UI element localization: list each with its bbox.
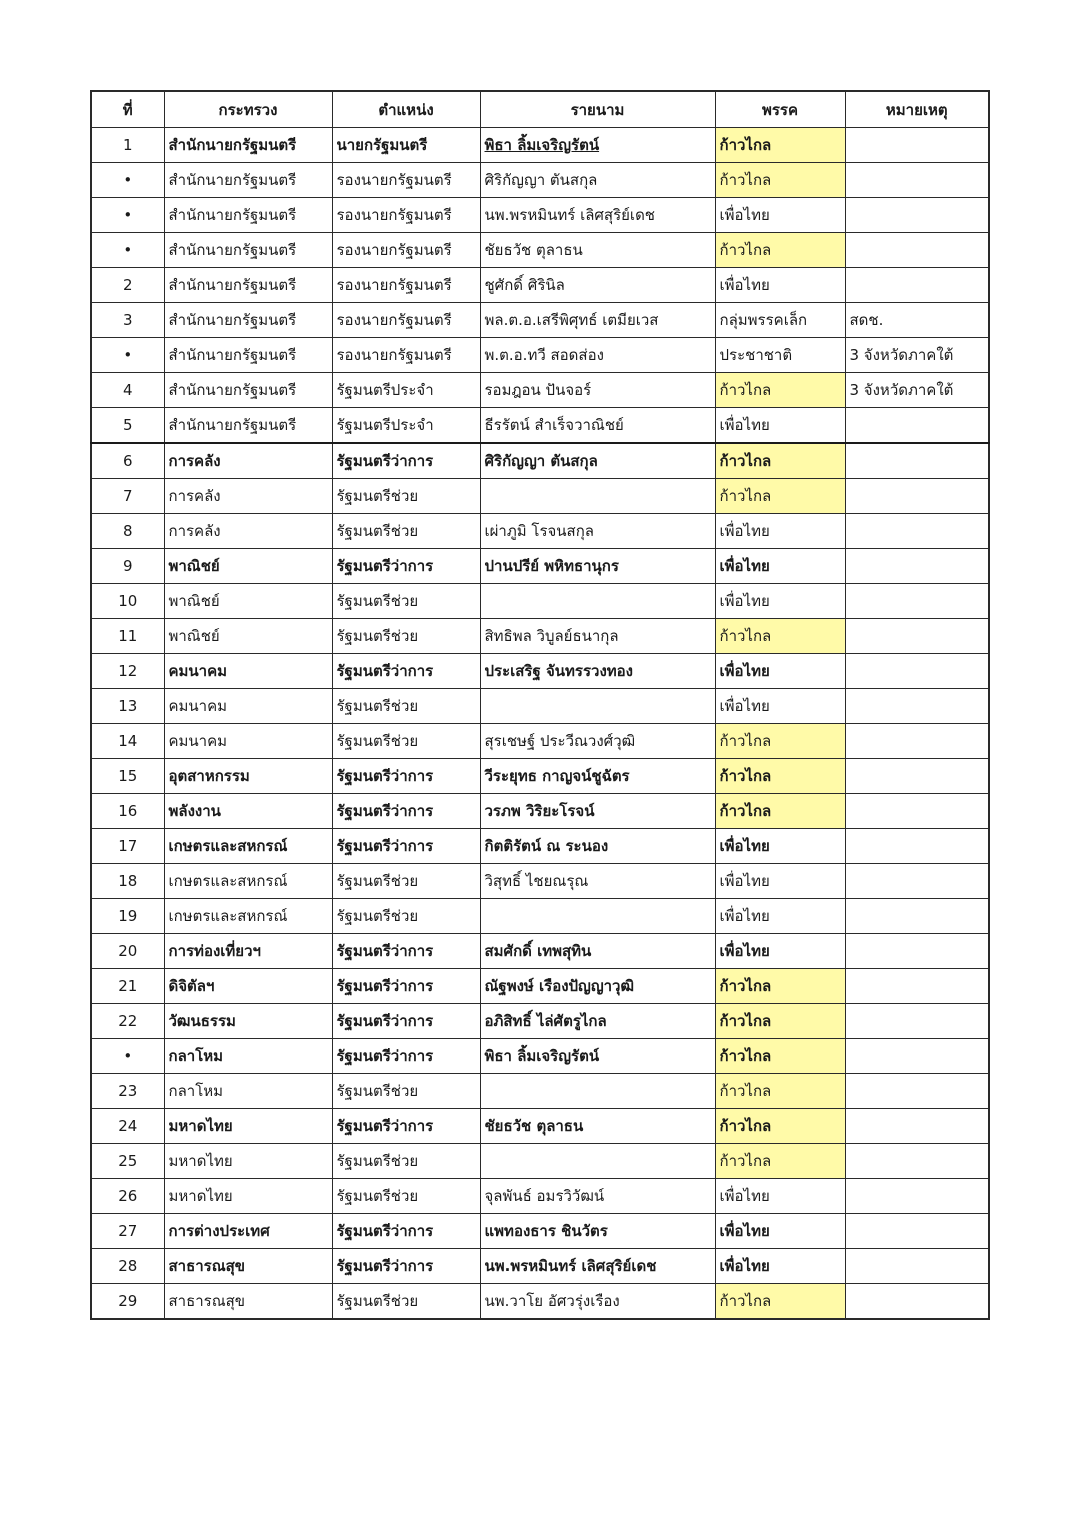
cell-name: ณัฐพงษ์ เรืองปัญญาวุฒิ	[480, 969, 715, 1004]
cell-no: 13	[91, 689, 164, 724]
cell-note	[845, 479, 989, 514]
cell-party: เพื่อไทย	[715, 654, 845, 689]
cell-note: 3 จังหวัดภาคใต้	[845, 338, 989, 373]
cell-position: รัฐมนตรีว่าการ	[332, 1249, 480, 1284]
cell-position: รองนายกรัฐมนตรี	[332, 268, 480, 303]
cell-note	[845, 584, 989, 619]
cell-ministry: การคลัง	[164, 479, 332, 514]
cell-no: 16	[91, 794, 164, 829]
cell-no: 14	[91, 724, 164, 759]
cell-note	[845, 654, 989, 689]
cell-ministry: การต่างประเทศ	[164, 1214, 332, 1249]
cell-no: 2	[91, 268, 164, 303]
cell-position: รัฐมนตรีว่าการ	[332, 443, 480, 479]
cell-no: •	[91, 198, 164, 233]
header-position: ตำแหน่ง	[332, 91, 480, 128]
cell-note	[845, 969, 989, 1004]
cell-position: รัฐมนตรีว่าการ	[332, 934, 480, 969]
cell-no: 17	[91, 829, 164, 864]
cell-note	[845, 268, 989, 303]
cell-party: ก้าวไกล	[715, 443, 845, 479]
cell-note	[845, 1179, 989, 1214]
cell-note	[845, 1004, 989, 1039]
cell-ministry: เกษตรและสหกรณ์	[164, 899, 332, 934]
cell-position: รัฐมนตรีว่าการ	[332, 829, 480, 864]
table-row	[91, 794, 989, 829]
cell-name: ชัยธวัช ตุลาธน	[480, 233, 715, 268]
cell-party: ก้าวไกล	[715, 619, 845, 654]
cell-name	[480, 479, 715, 514]
table-row	[91, 1109, 989, 1144]
cell-no: •	[91, 163, 164, 198]
cell-position: รัฐมนตรีช่วย	[332, 619, 480, 654]
table-row	[91, 934, 989, 969]
cell-party: ก้าวไกล	[715, 1284, 845, 1320]
cell-name: ชัยธวัช ตุลาธน	[480, 1109, 715, 1144]
cell-position: รัฐมนตรีว่าการ	[332, 1004, 480, 1039]
cell-note	[845, 1039, 989, 1074]
cell-ministry: สำนักนายกรัฐมนตรี	[164, 268, 332, 303]
cell-no: •	[91, 1039, 164, 1074]
cell-no: 4	[91, 373, 164, 408]
cell-position: รัฐมนตรีช่วย	[332, 864, 480, 899]
table-row	[91, 408, 989, 444]
cell-party: ก้าวไกล	[715, 1039, 845, 1074]
header-note: หมายเหตุ	[845, 91, 989, 128]
cell-ministry: คมนาคม	[164, 724, 332, 759]
cell-note	[845, 198, 989, 233]
cell-ministry: เกษตรและสหกรณ์	[164, 829, 332, 864]
cell-note	[845, 1109, 989, 1144]
cell-position: รัฐมนตรีช่วย	[332, 1284, 480, 1320]
cell-party: ก้าวไกล	[715, 969, 845, 1004]
cell-party: ก้าวไกล	[715, 1109, 845, 1144]
cell-position: รัฐมนตรีว่าการ	[332, 1109, 480, 1144]
table-row	[91, 619, 989, 654]
cell-position: รัฐมนตรีช่วย	[332, 479, 480, 514]
cell-party: เพื่อไทย	[715, 268, 845, 303]
cell-ministry: สำนักนายกรัฐมนตรี	[164, 373, 332, 408]
cell-note	[845, 934, 989, 969]
cell-no: 9	[91, 549, 164, 584]
cell-party: เพื่อไทย	[715, 1249, 845, 1284]
cell-note	[845, 724, 989, 759]
cell-party: ก้าวไกล	[715, 233, 845, 268]
table-row	[91, 969, 989, 1004]
cell-ministry: กลาโหม	[164, 1074, 332, 1109]
cell-party: เพื่อไทย	[715, 549, 845, 584]
cell-position: รัฐมนตรีช่วย	[332, 724, 480, 759]
cell-ministry: สำนักนายกรัฐมนตรี	[164, 198, 332, 233]
cell-position: รองนายกรัฐมนตรี	[332, 163, 480, 198]
cell-no: 20	[91, 934, 164, 969]
table-row	[91, 1144, 989, 1179]
cell-position: รัฐมนตรีช่วย	[332, 689, 480, 724]
table-row	[91, 443, 989, 479]
table-row	[91, 759, 989, 794]
cell-ministry: สำนักนายกรัฐมนตรี	[164, 303, 332, 338]
table-row	[91, 514, 989, 549]
cell-no: 3	[91, 303, 164, 338]
cell-name	[480, 689, 715, 724]
cell-note: สดช.	[845, 303, 989, 338]
cell-name: วีระยุทธ กาญจน์ชูฉัตร	[480, 759, 715, 794]
cell-ministry: สำนักนายกรัฐมนตรี	[164, 128, 332, 163]
cell-note	[845, 689, 989, 724]
cell-note: 3 จังหวัดภาคใต้	[845, 373, 989, 408]
cell-position: รองนายกรัฐมนตรี	[332, 303, 480, 338]
cell-ministry: การท่องเที่ยวฯ	[164, 934, 332, 969]
cell-ministry: สาธารณสุข	[164, 1284, 332, 1320]
cell-party: เพื่อไทย	[715, 514, 845, 549]
cell-ministry: อุตสาหกรรม	[164, 759, 332, 794]
cell-position: รองนายกรัฐมนตรี	[332, 233, 480, 268]
table-row	[91, 654, 989, 689]
cell-no: 27	[91, 1214, 164, 1249]
table-row	[91, 1179, 989, 1214]
cell-no: 1	[91, 128, 164, 163]
table-row	[91, 829, 989, 864]
cell-no: 25	[91, 1144, 164, 1179]
table-row	[91, 724, 989, 759]
cell-party: ก้าวไกล	[715, 1004, 845, 1039]
cell-name: พล.ต.อ.เสรีพิศุทธ์ เตมียเวส	[480, 303, 715, 338]
cell-ministry: สาธารณสุข	[164, 1249, 332, 1284]
cell-ministry: การคลัง	[164, 514, 332, 549]
cell-name: ศิริกัญญา ตันสกุล	[480, 443, 715, 479]
table-row	[91, 899, 989, 934]
cell-party: เพื่อไทย	[715, 864, 845, 899]
cell-note	[845, 1074, 989, 1109]
cell-no: 28	[91, 1249, 164, 1284]
cell-name: เผ่าภูมิ โรจนสกุล	[480, 514, 715, 549]
cell-no: 23	[91, 1074, 164, 1109]
cell-note	[845, 829, 989, 864]
table-row	[91, 864, 989, 899]
cell-name: สุรเชษฐ์ ประวีณวงศ์วุฒิ	[480, 724, 715, 759]
cell-name: วรภพ วิริยะโรจน์	[480, 794, 715, 829]
cell-position: นายกรัฐมนตรี	[332, 128, 480, 163]
cell-no: 18	[91, 864, 164, 899]
cell-ministry: ดิจิตัลฯ	[164, 969, 332, 1004]
cell-name: ปานปรีย์ พหิทธานุกร	[480, 549, 715, 584]
cell-no: 11	[91, 619, 164, 654]
cell-no: 21	[91, 969, 164, 1004]
cell-position: รัฐมนตรีว่าการ	[332, 1214, 480, 1249]
cell-party: เพื่อไทย	[715, 408, 845, 444]
cell-name: อภิสิทธิ์ ไล่ศัตรูไกล	[480, 1004, 715, 1039]
cell-no: •	[91, 233, 164, 268]
cell-name	[480, 584, 715, 619]
cell-no: •	[91, 338, 164, 373]
cell-ministry: พาณิชย์	[164, 584, 332, 619]
table-row	[91, 549, 989, 584]
cell-no: 15	[91, 759, 164, 794]
table-row	[91, 1074, 989, 1109]
cell-party: ก้าวไกล	[715, 724, 845, 759]
cell-name: รอมฎอน ปันจอร์	[480, 373, 715, 408]
cell-position: รองนายกรัฐมนตรี	[332, 198, 480, 233]
table-row	[91, 373, 989, 408]
cell-no: 26	[91, 1179, 164, 1214]
cell-name	[480, 1074, 715, 1109]
table-row	[91, 689, 989, 724]
table-row	[91, 1004, 989, 1039]
cell-note	[845, 794, 989, 829]
cell-name: สมศักดิ์ เทพสุทิน	[480, 934, 715, 969]
cell-name: จุลพันธ์ อมรวิวัฒน์	[480, 1179, 715, 1214]
cell-party: ก้าวไกล	[715, 1144, 845, 1179]
table-row	[91, 198, 989, 233]
cell-no: 22	[91, 1004, 164, 1039]
cell-no: 8	[91, 514, 164, 549]
cell-ministry: การคลัง	[164, 443, 332, 479]
cell-party: ก้าวไกล	[715, 163, 845, 198]
cell-position: รองนายกรัฐมนตรี	[332, 338, 480, 373]
header-ministry: กระทรวง	[164, 91, 332, 128]
cell-no: 12	[91, 654, 164, 689]
cell-position: รัฐมนตรีช่วย	[332, 899, 480, 934]
cell-party: เพื่อไทย	[715, 829, 845, 864]
cell-party: เพื่อไทย	[715, 1214, 845, 1249]
cell-name: นพ.พรหมินทร์ เลิศสุริย์เดช	[480, 1249, 715, 1284]
cell-no: 29	[91, 1284, 164, 1320]
cell-name: ชูศักดิ์ ศิรินิล	[480, 268, 715, 303]
cell-no: 19	[91, 899, 164, 934]
cell-party: กลุ่มพรรคเล็ก	[715, 303, 845, 338]
cell-position: รัฐมนตรีว่าการ	[332, 1039, 480, 1074]
table-row	[91, 584, 989, 619]
cell-ministry: สำนักนายกรัฐมนตรี	[164, 163, 332, 198]
cell-name: พิธา ลิ้มเจริญรัตน์	[480, 1039, 715, 1074]
table-row	[91, 128, 989, 163]
cell-no: 10	[91, 584, 164, 619]
cell-ministry: วัฒนธรรม	[164, 1004, 332, 1039]
table-row	[91, 1214, 989, 1249]
cell-position: รัฐมนตรีว่าการ	[332, 549, 480, 584]
cell-position: รัฐมนตรีช่วย	[332, 584, 480, 619]
cell-name: กิตติรัตน์ ณ ระนอง	[480, 829, 715, 864]
cell-ministry: สำนักนายกรัฐมนตรี	[164, 408, 332, 444]
cell-note	[845, 549, 989, 584]
cabinet-table	[90, 90, 990, 1320]
cell-position: รัฐมนตรีช่วย	[332, 1074, 480, 1109]
cell-party: เพื่อไทย	[715, 1179, 845, 1214]
cell-note	[845, 233, 989, 268]
cell-name: นพ.พรหมินทร์ เลิศสุริย์เดช	[480, 198, 715, 233]
cell-party: ก้าวไกล	[715, 759, 845, 794]
table-row	[91, 303, 989, 338]
cell-no: 5	[91, 408, 164, 444]
header-name: รายนาม	[480, 91, 715, 128]
cell-ministry: คมนาคม	[164, 654, 332, 689]
cell-no: 24	[91, 1109, 164, 1144]
cell-position: รัฐมนตรีช่วย	[332, 1144, 480, 1179]
table-row	[91, 233, 989, 268]
cell-note	[845, 514, 989, 549]
cell-name: ประเสริฐ จันทรรวงทอง	[480, 654, 715, 689]
cell-ministry: คมนาคม	[164, 689, 332, 724]
cell-party: เพื่อไทย	[715, 689, 845, 724]
header-row	[91, 91, 989, 128]
cell-party: ก้าวไกล	[715, 128, 845, 163]
cell-party: เพื่อไทย	[715, 584, 845, 619]
cell-name	[480, 128, 715, 163]
cell-party: ก้าวไกล	[715, 794, 845, 829]
cell-ministry: พาณิชย์	[164, 619, 332, 654]
cell-note	[845, 1249, 989, 1284]
cell-ministry: สำนักนายกรัฐมนตรี	[164, 233, 332, 268]
cell-note	[845, 443, 989, 479]
cell-position: รัฐมนตรีว่าการ	[332, 759, 480, 794]
cell-ministry: เกษตรและสหกรณ์	[164, 864, 332, 899]
cell-note	[845, 128, 989, 163]
cell-position: รัฐมนตรีช่วย	[332, 1179, 480, 1214]
cell-note	[845, 408, 989, 444]
cell-party: ก้าวไกล	[715, 373, 845, 408]
cell-position: รัฐมนตรีว่าการ	[332, 969, 480, 1004]
cell-position: รัฐมนตรีประจำ	[332, 408, 480, 444]
cell-note	[845, 1144, 989, 1179]
header-party: พรรค	[715, 91, 845, 128]
table-row	[91, 1039, 989, 1074]
cell-ministry: สำนักนายกรัฐมนตรี	[164, 338, 332, 373]
cell-name: สิทธิพล วิบูลย์ธนากุล	[480, 619, 715, 654]
table-body	[91, 128, 989, 1320]
cell-party: เพื่อไทย	[715, 198, 845, 233]
cell-party: ก้าวไกล	[715, 1074, 845, 1109]
cell-party: เพื่อไทย	[715, 934, 845, 969]
cell-name: ศิริกัญญา ตันสกุล	[480, 163, 715, 198]
cell-party: ก้าวไกล	[715, 479, 845, 514]
cell-name: นพ.วาโย อัศวรุ่งเรือง	[480, 1284, 715, 1320]
cell-note	[845, 864, 989, 899]
header-no: ที่	[91, 91, 164, 128]
cell-ministry: มหาดไทย	[164, 1109, 332, 1144]
cell-ministry: มหาดไทย	[164, 1179, 332, 1214]
cell-name	[480, 899, 715, 934]
table-row	[91, 1249, 989, 1284]
cell-name: แพทองธาร ชินวัตร	[480, 1214, 715, 1249]
cell-position: รัฐมนตรีว่าการ	[332, 794, 480, 829]
cell-note	[845, 759, 989, 794]
name-underlined: พิธา ลิ้มเจริญรัตน์	[484, 136, 600, 154]
cell-no: 6	[91, 443, 164, 479]
cabinet-list-document	[90, 90, 988, 1320]
cell-name: วิสุทธิ์ ไชยณรุณ	[480, 864, 715, 899]
table-row	[91, 163, 989, 198]
cell-no: 7	[91, 479, 164, 514]
cell-note	[845, 1284, 989, 1320]
table-row	[91, 338, 989, 373]
cell-party: เพื่อไทย	[715, 899, 845, 934]
cell-note	[845, 1214, 989, 1249]
cell-note	[845, 619, 989, 654]
cell-party: ประชาชาติ	[715, 338, 845, 373]
cell-position: รัฐมนตรีประจำ	[332, 373, 480, 408]
cell-note	[845, 899, 989, 934]
cell-position: รัฐมนตรีช่วย	[332, 514, 480, 549]
cell-note	[845, 163, 989, 198]
cell-ministry: กลาโหม	[164, 1039, 332, 1074]
cell-name: ธีรรัตน์ สำเร็จวาณิชย์	[480, 408, 715, 444]
table-row	[91, 1284, 989, 1320]
table-row	[91, 268, 989, 303]
cell-name: พ.ต.อ.ทวี สอดส่อง	[480, 338, 715, 373]
cell-position: รัฐมนตรีว่าการ	[332, 654, 480, 689]
cell-ministry: พาณิชย์	[164, 549, 332, 584]
table-row	[91, 479, 989, 514]
cell-name	[480, 1144, 715, 1179]
cell-ministry: มหาดไทย	[164, 1144, 332, 1179]
cell-ministry: พลังงาน	[164, 794, 332, 829]
